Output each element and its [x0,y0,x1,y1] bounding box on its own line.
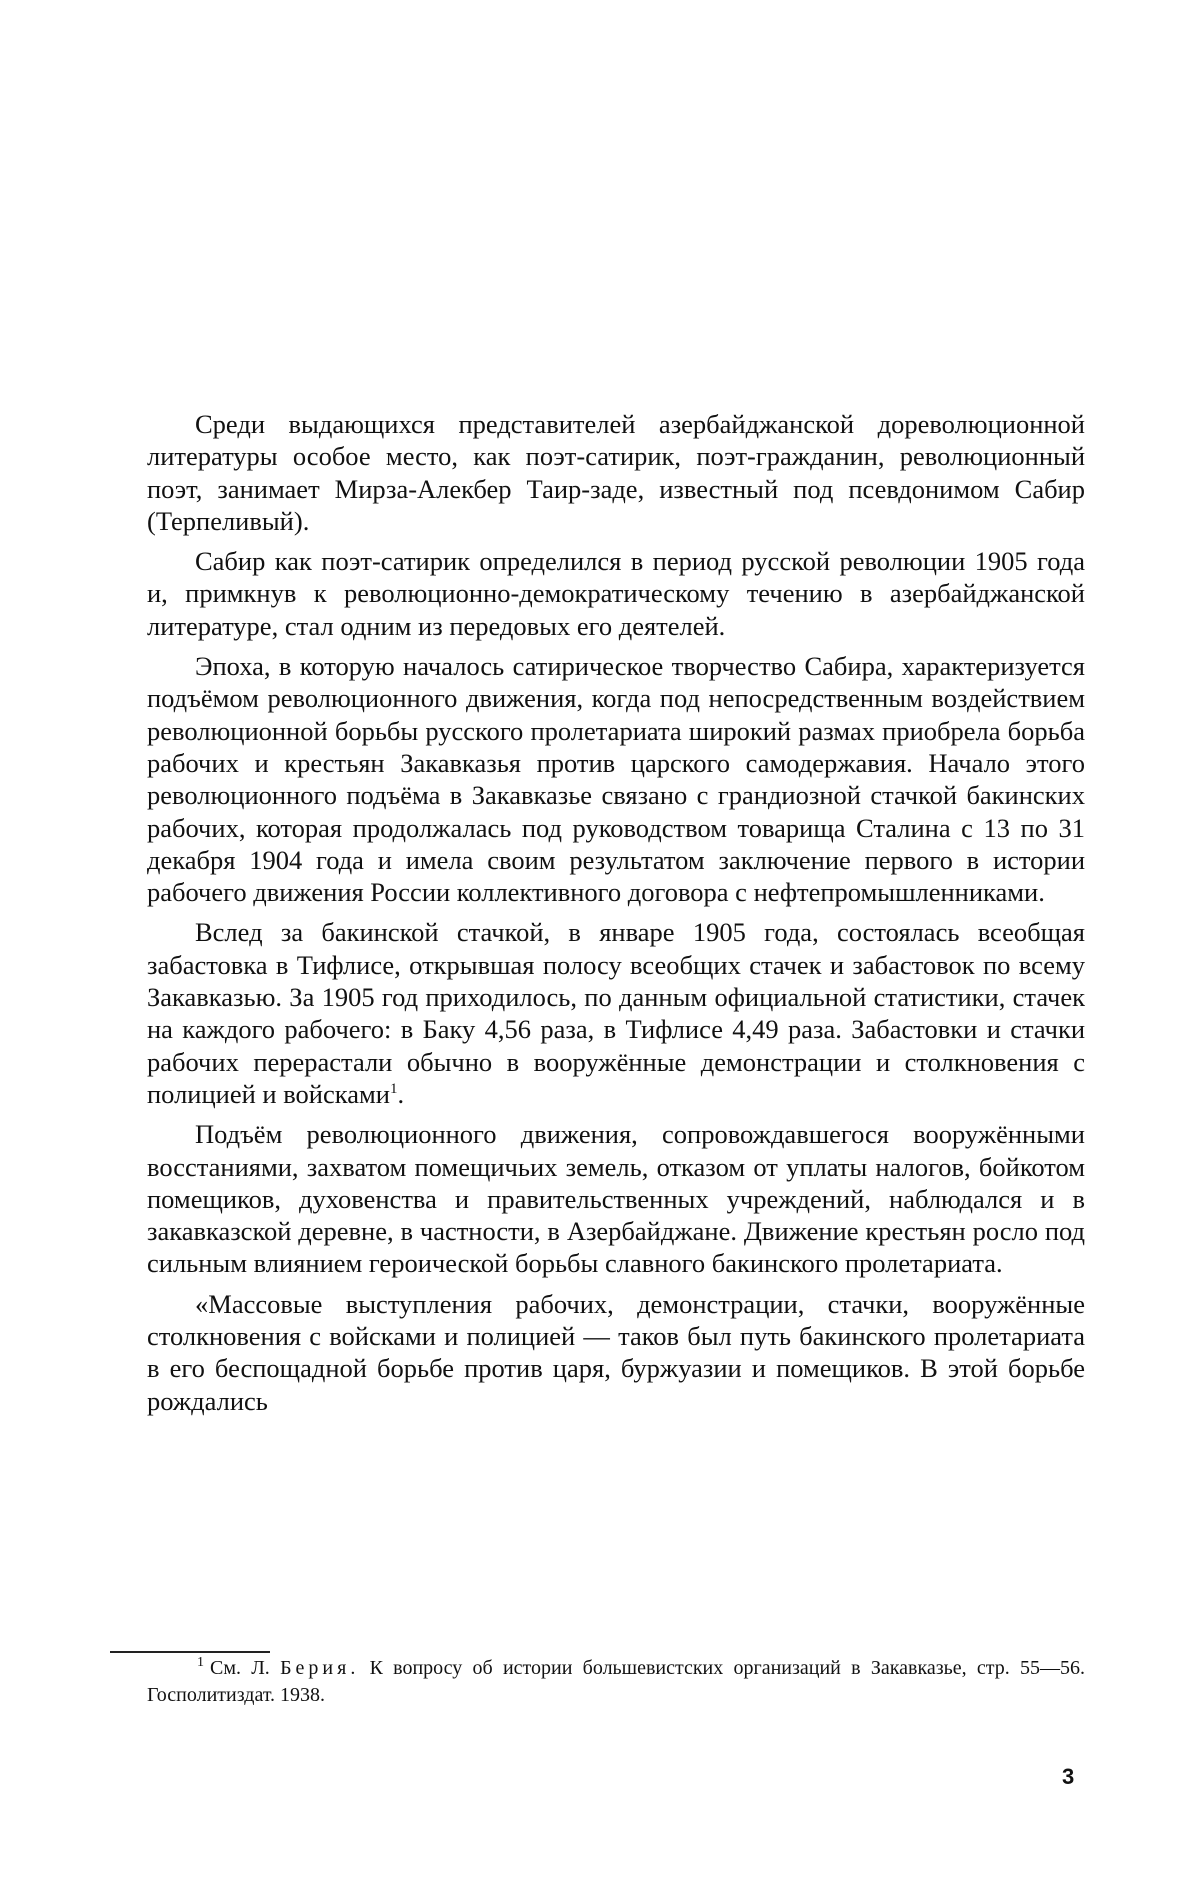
page-number: 3 [1062,1764,1075,1789]
paragraph-3: Эпоха, в которую началось сатирическое творчество Сабира, характеризуется подъёмом революционного движения, когда под непосредственным воздействием революционной борьбы русского пролетариата широкий размах приобрела борьба рабочих и крестьян Закавказья против царского самодержавия. Начало этого революционного подъёма в Закавказье связано с грандиозной стачкой бакинских рабочих, которая продолжалась под руководством товарища Сталина с 13 по 31 декабря 1904 года и имела своим результатом заключение первого в истории рабочего движения России коллективного договора с нефтепромышленниками. [147,651,1085,908]
footnote-mark: 1 [197,1655,204,1671]
paragraph-4-text: Вслед за бакинской стачкой, в январе 1905 года, состоялась всеобщая забастовка в Тифлисе, открывшая полосу всеобщих стачек и забастовок по всему Закавказью. За 1905 год приходилось, по данным официальной статистики, стачек на каждого рабочего: в Баку 4,56 раза, в Тифлисе 4,49 раза. Забастовки и стачки рабочих перерастали обычно в вооружённые демонстрации и столкновения с полицией и войсками [147,917,1085,1109]
paragraph-6: «Массовые выступления рабочих, демонстрации, стачки, вооружённые столкновения с войсками и полицией — таков был путь бакинского пролетариата в его беспощадной борьбе против царя, буржуазии и помещиков. В этой борьбе рождались [147,1288,1085,1416]
footnote-divider [110,1651,270,1653]
paragraph-5: Подъём революционного движения, сопровождавшегося вооружёнными восстаниями, захватом помещичьих земель, отказом от уплаты налогов, бойкотом помещиков, духовенства и правительственных учреждений, наблюдался и в закавказской деревне, в частности, в Азербайджане. Движение крестьян росло под сильным влиянием героической борьбы славного бакинского пролетариата. [147,1119,1085,1279]
footnote-reference: 1 [389,1081,398,1098]
footnote-text: К вопросу об истории большевистских организаций в Закавказье, стр. 55—56. Госполитиздат. 1938. [147,1657,1085,1706]
main-text [147,408,1085,1417]
footnote-author: Берия. [280,1657,360,1679]
paragraph-2: Сабир как поэт-сатирик определился в период русской революции 1905 года и, примкнув к революционно-демократическому течению в азербайджанской литературе, стал одним из передовых его деятелей. [147,546,1085,641]
paragraph-4: Вслед за бакинской стачкой, в январе 1905 года, состоялась всеобщая забастовка в Тифлисе, открывшая полосу всеобщих стачек и забастовок по всему Закавказью. За 1905 год приходилось, по данным официальной статистики, стачек на каждого рабочего: в Баку 4,56 раза, в Тифлисе 4,49 раза. Забастовки и стачки рабочих перерастали обычно в вооружённые демонстрации и столкновения с полицией и войсками$^1$. [147,917,1085,1109]
footnote-prefix: См. Л. [210,1657,270,1679]
footnote [147,1655,1085,1709]
paragraph-1: Среди выдающихся представителей азербайджанской дореволюционной литературы особое место, как поэт-сатирик, поэт-гражданин, революционный поэт, занимает Мирза-Алекбер Таир-заде, известный под псевдонимом Сабир (Терпеливый). [147,409,1085,536]
